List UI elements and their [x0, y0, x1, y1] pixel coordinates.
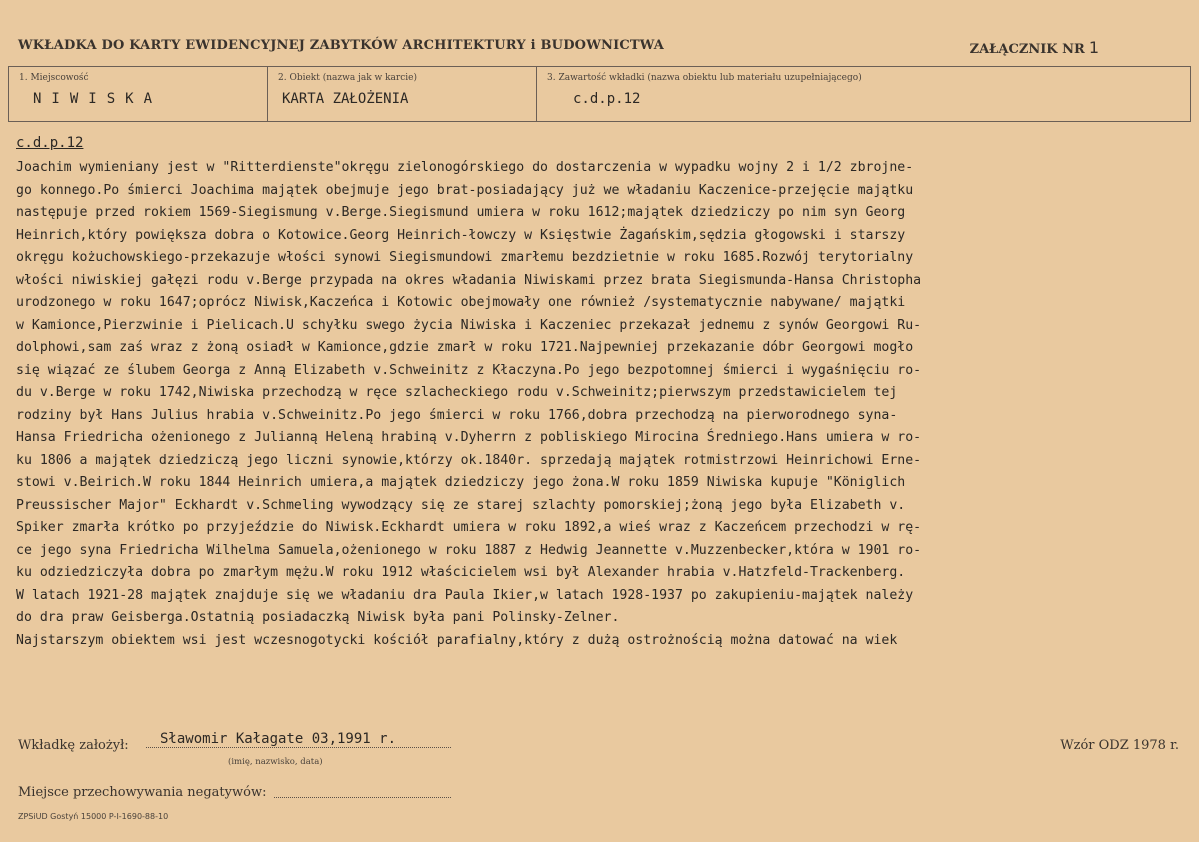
field-locality-value: NIWISKA — [33, 91, 163, 107]
negatives-label: Miejsce przechowywania negatywów: — [18, 785, 267, 800]
author-label: Wkładkę założył: — [18, 738, 129, 753]
body-line: urodzonego w roku 1647;oprócz Niwisk,Kaczeńca i Kotowic obejmowały one również /systematycznie nabywane/ majątki — [16, 295, 906, 310]
body-line: ku 1806 a majątek dziedziczą jego liczni synowie,którzy ok.1840r. sprzedają majątek rotmistrzowi Heinrichowi Erne- — [16, 452, 922, 468]
field-locality-label: 1. Miejscowość — [19, 73, 89, 83]
body-line: się wiązać ze ślubem Georga z Anną Elizabeth v.Schweinitz z Kłaczyna.Po jego bezpotomnej śmierci i wygaśnięciu ro- — [16, 362, 922, 378]
body-line: ku odziedziczyła dobra po zmarłym mężu.W roku 1912 właścicielem wsi był Alexander hrabia v.Hatzfeld-Trackenberg. — [16, 565, 906, 580]
body-line: go konnego.Po śmierci Joachima majątek obejmuje jego brat-posiadający już we władaniu Kaczenice-przejęcie majątku — [16, 182, 914, 198]
body-line: rodziny był Hans Julius hrabia v.Schweinitz.Po jego śmierci w roku 1766,dobra przechodzą na pierworodnego syna- — [16, 407, 898, 423]
field-object — [267, 67, 536, 121]
body-line: włości niwiskiej gałęzi rodu v.Berge przypada na okres władania Niwiskami przez brata Siegismunda-Hansa Christopha — [16, 272, 922, 288]
header-fields — [8, 66, 1191, 122]
body-line: Najstarszym obiektem wsi jest wczesnogotycki kościół parafialny,który z dużą ostrożnością można datować na wiek — [16, 632, 898, 648]
body-line: dolphowi,sam zaś wraz z żoną osiadł w Kamionce,gdzie zmarł w roku 1721.Najpewniej przekazanie dóbr Georgowi mogło — [16, 340, 914, 355]
field-contents-label: 3. Zawartość wkładki (nazwa obiektu lub materiału uzupełniającego) — [547, 73, 862, 83]
body-line: Joachim wymieniany jest w "Ritterdienste"okręgu zielonogórskiego do dostarczenia w wypadku wojny 2 i 1/2 zbrojne- — [16, 160, 914, 175]
negatives-dotted-line — [274, 797, 451, 798]
body-line: du v.Berge w roku 1742,Niwiska przechodzą w ręce szlacheckiego rodu v.Schweinitz;pierwszym przedstawicielem tej — [16, 385, 898, 400]
body-line: okręgu kożuchowskiego-przekazuje włości synowi Siegismundowi zmarłemu bezdzietnie w roku 1685.Rozwój terytorialny — [16, 250, 914, 265]
body-line: Heinrich,który powiększa dobra o Kotowice.Georg Heinrich-łowczy w Księstwie Żagańskim,sędzia głogowski i starszy — [16, 227, 906, 243]
body-line: Hansa Friedricha ożenionego z Julianną Heleną hrabiną v.Dyherrn z pobliskiego Mirocina Średniego.Hans umiera w ro- — [16, 430, 922, 445]
author-dotted-line — [146, 747, 451, 748]
body-line: stowi v.Beirich.W roku 1844 Heinrich umiera,a majątek dziedziczy jego żona.W roku 1859 Niwiska kupuje "Königlich — [16, 475, 906, 490]
author-value: Sławomir Kałagate 03,1991 r. — [160, 731, 397, 747]
print-code: ZPSiUD Gostyń 15000 P-I-1690-88-10 — [18, 812, 169, 821]
template-label: Wzór ODZ 1978 r. — [1060, 738, 1179, 753]
annex-label — [970, 38, 1099, 57]
typed-body-text — [16, 157, 1191, 652]
body-line: Spiker zmarła krótko po przyjeździe do Niwisk.Eckhardt umiera w roku 1892,a wieś wraz z Kaczeńcem przechodzi w rę- — [16, 520, 922, 535]
body-line: Preussischer Major" Eckhardt v.Schmeling wywodzący się ze starej szlachty pomorskiej;żoną jego była Elizabeth v. — [16, 497, 906, 513]
author-hint: (imię, nazwisko, data) — [228, 757, 323, 767]
field-object-label: 2. Obiekt (nazwa jak w karcie) — [278, 73, 417, 83]
body-line: ce jego syna Friedricha Wilhelma Samuela,ożenionego w roku 1887 z Hedwig Jeannette v.Muzzenbecker,która w 1901 ro- — [16, 542, 922, 558]
body-line: do dra praw Geisberga.Ostatnią posiadaczką Niwisk była pani Polinsky-Zelner. — [16, 610, 620, 625]
body-line: w Kamionce,Pierzwinie i Pielicach.U schyłku swego życia Niwiska i Kaczeniec przekazał jednemu z synów Georgowi Ru- — [16, 317, 922, 333]
body-line: W latach 1921-28 majątek znajduje się we władaniu dra Paula Ikier,w latach 1928-1937 po zakupieniu-majątek należy — [16, 587, 914, 603]
annex-number: 1 — [1088, 38, 1099, 57]
field-contents-value: c.d.p.12 — [573, 91, 641, 107]
field-locality — [9, 67, 267, 121]
field-object-value: KARTA ZAŁOŻENIA — [282, 91, 409, 107]
body-line: następuje przed rokiem 1569-Siegismung v.Berge.Siegismund umiera w roku 1612;majątek dziedziczy po nim syn Georg — [16, 205, 906, 220]
annex-label-text: ZAŁĄCZNIK NR — [969, 42, 1085, 57]
sheet-continuation-label: c.d.p.12 — [16, 135, 84, 151]
field-contents — [536, 67, 1190, 121]
form-title: WKŁADKA DO KARTY EWIDENCYJNEJ ZABYTKÓW ARCHITEKTURY i BUDOWNICTWA — [18, 38, 665, 53]
